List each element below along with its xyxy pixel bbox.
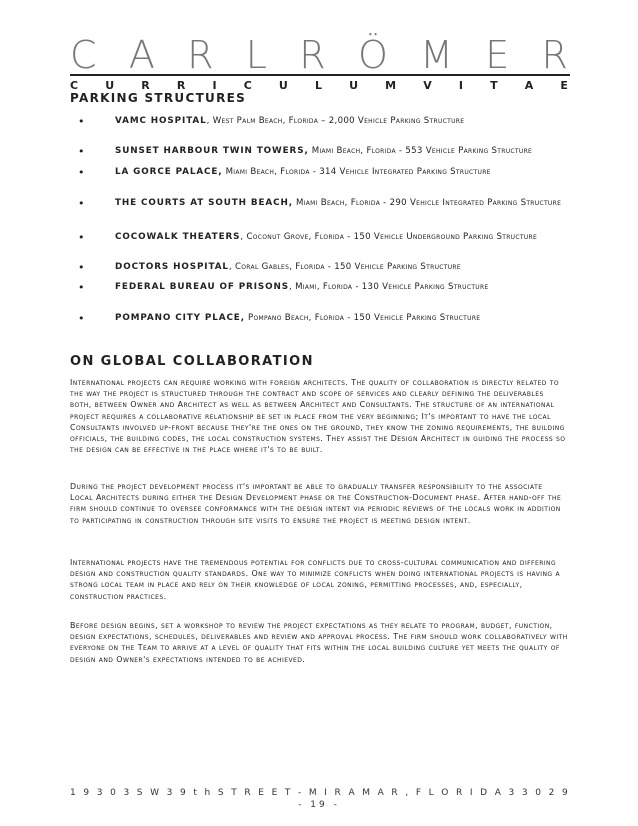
project-name: THE COURTS AT SOUTH BEACH, xyxy=(115,198,293,208)
project-detail: Pompano Beach, Florida - 150 Vehicle Parking Structure xyxy=(244,313,481,323)
project-detail: Miami Beach, Florida - 290 Vehicle Integrated Parking Structure xyxy=(292,198,562,208)
project-detail: Miami Beach, Florida - 553 Vehicle Parking Structure xyxy=(308,146,533,156)
project-name: VAMC HOSPITAL xyxy=(115,116,207,126)
parking-section-title: PARKING STRUCTURES xyxy=(70,91,247,105)
header-divider xyxy=(70,74,570,76)
bullet-icon: • xyxy=(78,166,85,179)
project-name: POMPANO CITY PLACE, xyxy=(115,313,245,323)
paragraph: International projects can require working with foreign architects. The quality of collaboration is directly related to the way the project is structured through the contract and scope of services and clearly defining the deliverables both, between Owner and Architect as well as between Architect and Consultants. The structure of an international project requires a collaborative relationship be set in place from the very beginning; It's important to have the local Consultants involved up-front because they're the ones on the ground, they know the zoning requirements, the building officials, the building codes, the local construction systems. They assist the Design Architect in guiding the process so the design can be effective in the place where it's to be built. xyxy=(70,378,566,455)
project-name: COCOWALK THEATERS xyxy=(115,232,241,242)
header-subtitle: C U R R I C U L U M V I T A E xyxy=(70,79,568,92)
project-name: FEDERAL BUREAU OF PRISONS xyxy=(115,282,290,292)
footer-address: 1 9 3 0 3 S W 3 9 t h S T R E E T - M I R A M A R , F L O R I D A 3 3 0 2 9 xyxy=(70,788,568,798)
bullet-icon: • xyxy=(78,197,85,210)
bullet-icon: • xyxy=(78,115,85,128)
project-detail: , West Palm Beach, Florida – 2,000 Vehicle Parking Structure xyxy=(206,116,465,126)
project-name: SUNSET HARBOUR TWIN TOWERS, xyxy=(115,146,309,156)
project-detail: Miami Beach, Florida - 314 Vehicle Integrated Parking Structure xyxy=(222,167,491,177)
collaboration-section-title: ON GLOBAL COLLABORATION xyxy=(70,354,314,369)
header-name: C A R L R Ö M E R xyxy=(70,33,568,77)
project-name: LA GORCE PALACE, xyxy=(115,167,223,177)
bullet-icon: • xyxy=(78,261,85,274)
project-detail: , Coconut Grove, Florida - 150 Vehicle Underground Parking Structure xyxy=(240,232,538,242)
bullet-icon: • xyxy=(78,231,85,244)
bullet-icon: • xyxy=(78,145,85,158)
project-detail: , Miami, Florida - 130 Vehicle Parking Structure xyxy=(289,282,489,292)
project-name: DOCTORS HOSPITAL xyxy=(115,262,229,272)
paragraph: International projects have the tremendous potential for conflicts due to cross-cultural communication and differing design and construction quality standards. One way to minimize conflicts when doing international projects is having a strong local team in place and rely on their knowledge of local zoning, permitting processes, and, especially, construction practices. xyxy=(70,558,561,601)
page-number: - 19 - xyxy=(298,800,340,810)
bullet-icon: • xyxy=(78,281,85,294)
paragraph: During the project development process it's important be able to gradually transfer responsibility to the associate Local Architects during either the Design Development phase or the Construction-Document phase. After hand-off the firm should continue to oversee conformance with the design intent via periodic reviews of the locals work in addition to participating in construction through site visits to ensure the project is meeting design intent. xyxy=(70,482,562,525)
project-detail: , Coral Gables, Florida - 150 Vehicle Parking Structure xyxy=(228,262,461,272)
paragraph: Before design begins, set a workshop to review the project expectations as they relate to program, budget, function, design expectations, schedules, deliverables and review and approval process. The firm should work collaboratively with everyone on the Team to arrive at a level of quality that fits within the local building culture yet meets the quality of design and Owner's expectations intended to be achieved. xyxy=(70,621,568,664)
bullet-icon: • xyxy=(78,312,85,325)
